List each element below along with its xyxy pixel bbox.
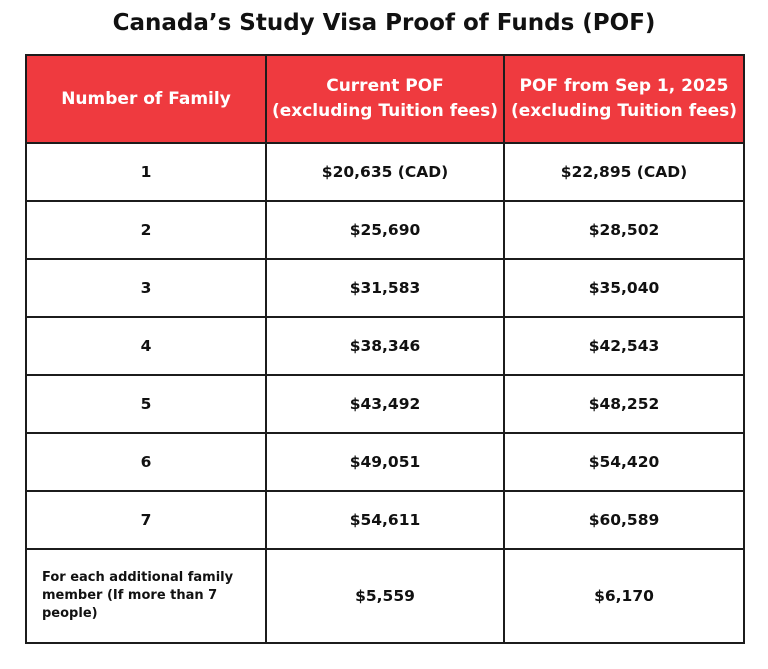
cell-new-pof: $42,543 (504, 317, 744, 375)
table-row (26, 433, 744, 491)
header-sublabel: (excluding Tuition fees) (510, 101, 738, 121)
page-title: Canada’s Study Visa Proof of Funds (POF) (112, 10, 656, 36)
cell-new-pof: $48,252 (504, 375, 744, 433)
cell-family-count: 1 (26, 143, 266, 201)
table-header-row (26, 55, 744, 143)
cell-family-count: 4 (26, 317, 266, 375)
cell-current-pof: $20,635 (CAD) (266, 143, 504, 201)
header-label: Current POF (326, 76, 444, 96)
table-row (26, 491, 744, 549)
header-number-of-family (26, 55, 266, 143)
header-new-pof (504, 55, 744, 143)
cell-current-pof: $49,051 (266, 433, 504, 491)
cell-new-pof: $22,895 (CAD) (504, 143, 744, 201)
cell-current-pof: $54,611 (266, 491, 504, 549)
header-label: POF from Sep 1, 2025 (519, 76, 729, 96)
proof-of-funds-table (25, 54, 745, 644)
cell-current-pof: $38,346 (266, 317, 504, 375)
cell-current-pof: $43,492 (266, 375, 504, 433)
cell-new-pof: $6,170 (504, 549, 744, 643)
cell-new-pof: $60,589 (504, 491, 744, 549)
table-row (26, 375, 744, 433)
table-row (26, 143, 744, 201)
header-current-pof (266, 55, 504, 143)
cell-family-count: 7 (26, 491, 266, 549)
table-row-additional-member (26, 549, 744, 643)
table-row (26, 317, 744, 375)
cell-new-pof: $54,420 (504, 433, 744, 491)
cell-family-count: 6 (26, 433, 266, 491)
header-label: Number of Family (61, 88, 231, 109)
header-sublabel: (excluding Tuition fees) (271, 101, 499, 121)
cell-family-count: 3 (26, 259, 266, 317)
table-row (26, 201, 744, 259)
cell-family-count: For each additional family member (If more than 7 people) (26, 549, 266, 643)
cell-current-pof: $5,559 (266, 549, 504, 643)
cell-family-count: 2 (26, 201, 266, 259)
cell-new-pof: $35,040 (504, 259, 744, 317)
cell-family-count: 5 (26, 375, 266, 433)
table-row (26, 259, 744, 317)
cell-current-pof: $31,583 (266, 259, 504, 317)
cell-new-pof: $28,502 (504, 201, 744, 259)
cell-current-pof: $25,690 (266, 201, 504, 259)
